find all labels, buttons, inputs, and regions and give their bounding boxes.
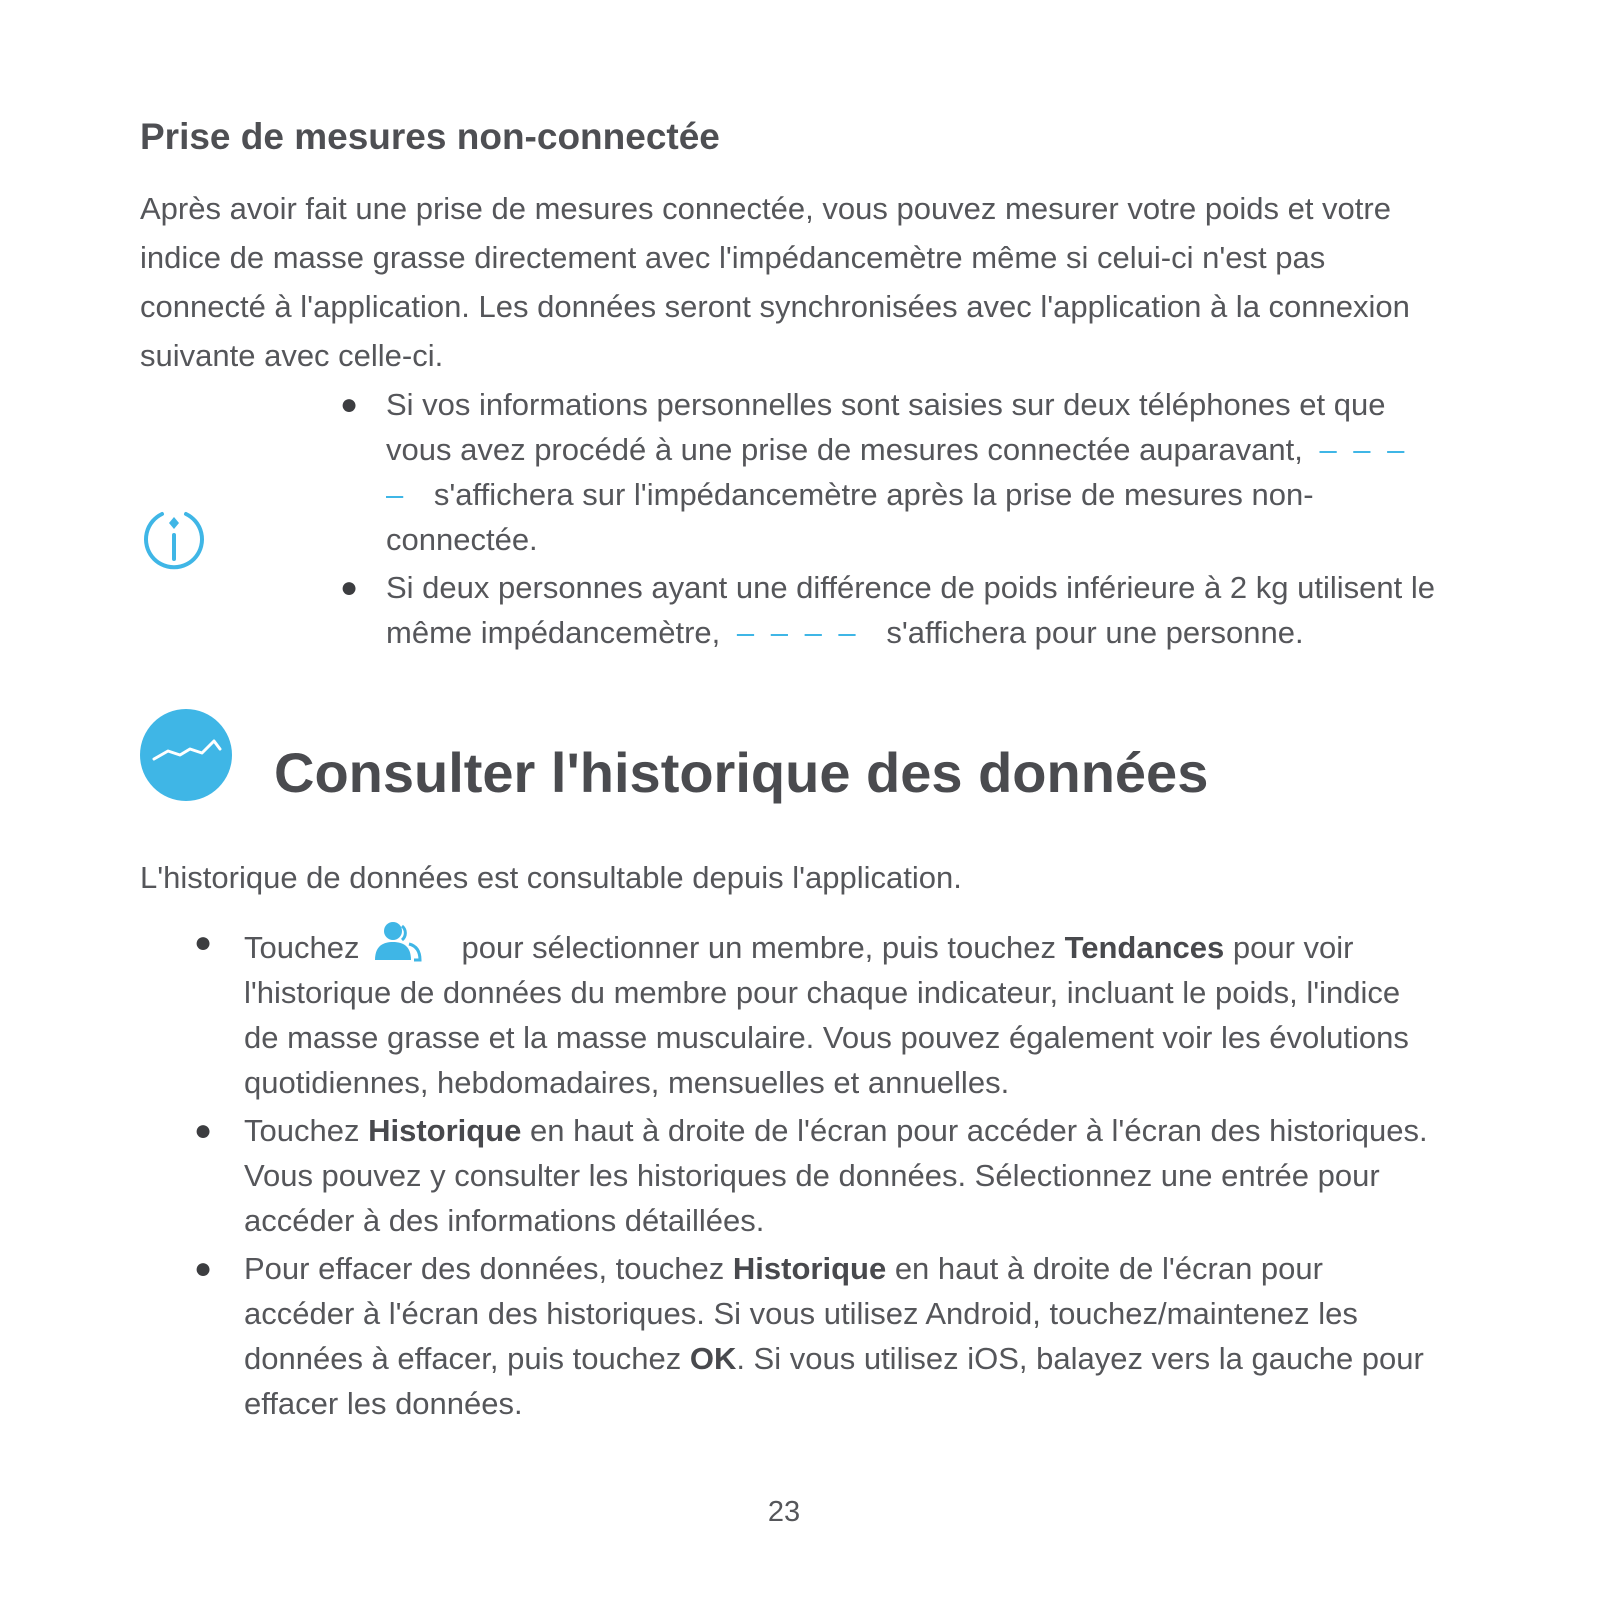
step-text: pour voir l'historique de données du membre pour chaque indicateur, incluant le poids, l'indice de masse grasse et la masse musculaire. Vous pouvez également voir les évolutions quotidiennes, hebdomadaires, mensuelles et annuelles. <box>244 930 1409 1100</box>
step-item <box>190 920 1440 1105</box>
step-text: en haut à droite de l'écran pour accéder à l'écran des historiques. Si vous utilisez Android, touchez/maintenez les données à effacer, puis touchez <box>244 1251 1358 1376</box>
bullet: ● <box>194 926 213 959</box>
note-item <box>340 382 1450 562</box>
section-title: Consulter l'historique des données <box>274 741 1209 804</box>
bullet: ● <box>340 388 359 421</box>
page-number: 23 <box>767 1496 801 1528</box>
step-item <box>190 1108 1440 1243</box>
step-text: Touchez <box>244 1113 360 1148</box>
step-text: pour sélectionner un membre, puis touchez <box>461 930 1056 965</box>
user-icon <box>373 920 423 964</box>
section-lead: L'historique de données est consultable depuis l'application. <box>140 860 962 895</box>
trend-chart-icon <box>140 709 232 801</box>
intro-paragraph: Après avoir fait une prise de mesures connectée, vous pouvez mesurer votre poids et votre indice de masse grasse directement avec l'impédancemètre même si celui-ci n'est pas connecté à l'application. Les données seront synchronisées avec l'application à la connexion suivante avec celle-ci. <box>140 191 1410 373</box>
note-text: s'affichera sur l'impédancemètre après la prise de mesures non-connectée. <box>386 477 1314 557</box>
subsection-title: Prise de mesures non-connectée <box>140 116 720 157</box>
history-label: Historique <box>368 1113 522 1148</box>
steps-list <box>190 920 1440 1429</box>
ok-label: OK <box>689 1341 737 1376</box>
step-item <box>190 1246 1440 1426</box>
note-list <box>340 382 1450 658</box>
bullet: ● <box>340 571 359 604</box>
note-text: Si deux personnes ayant une différence de poids inférieure à 2 kg utilisent le même impédancemètre, <box>386 570 1435 650</box>
note-item <box>340 565 1450 655</box>
trends-label: Tendances <box>1064 930 1225 965</box>
step-text: Touchez <box>244 930 360 965</box>
history-label: Historique <box>732 1251 887 1286</box>
info-icon <box>140 505 208 573</box>
step-text: en haut à droite de l'écran pour accéder à l'écran des historiques. Vous pouvez y consulter les historiques de données. Sélectionnez une entrée pour accéder à des informations détaillées. <box>244 1113 1428 1238</box>
step-text: Pour effacer des données, touchez <box>244 1251 725 1286</box>
display-dashes: – – – – <box>736 615 860 650</box>
display-dashes: – – – – <box>386 432 1409 512</box>
note-text: s'affichera pour une personne. <box>886 615 1304 650</box>
bullet: ● <box>194 1114 213 1147</box>
note-text: Si vos informations personnelles sont saisies sur deux téléphones et que vous avez procédé à une prise de mesures connectée auparavant, <box>386 387 1386 467</box>
step-text: . Si vous utilisez iOS, balayez vers la gauche pour effacer les données. <box>244 1341 1424 1421</box>
bullet: ● <box>194 1252 213 1285</box>
